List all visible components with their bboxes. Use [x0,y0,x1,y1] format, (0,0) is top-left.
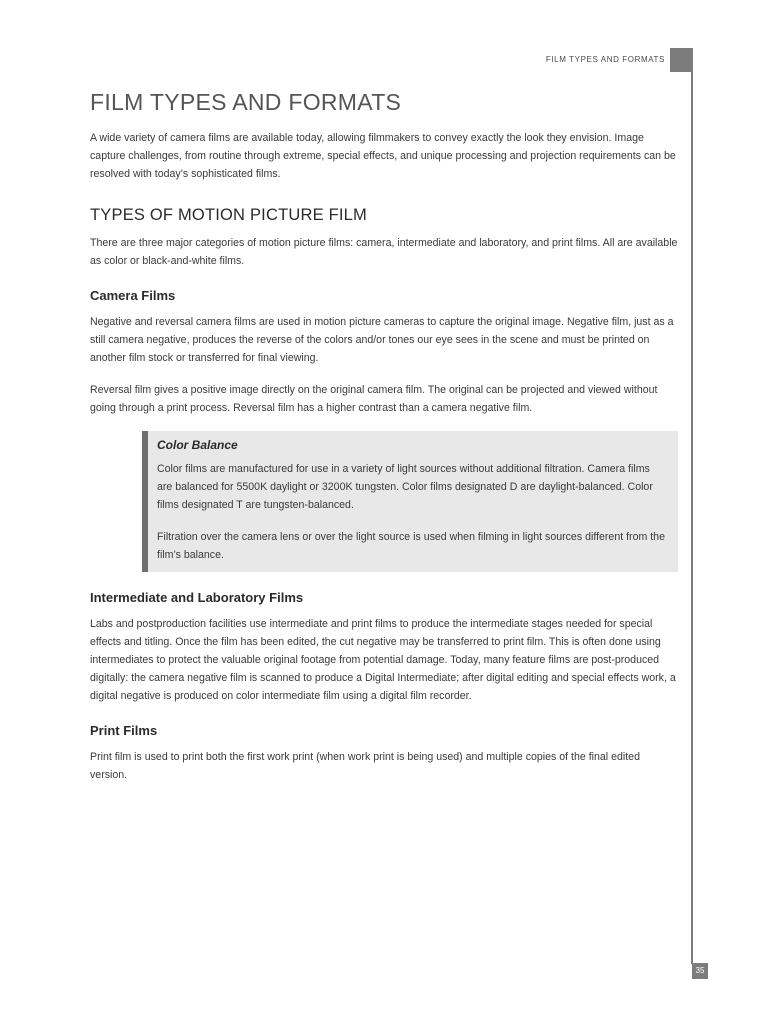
color-balance-callout [142,431,678,572]
margin-rule [691,70,693,964]
page-title: FILM TYPES AND FORMATS [90,89,402,115]
intermediate-films-paragraph: Labs and postproduction facilities use intermediate and print films to produce the intermediate stages needed for special effects and titling. Once the film has been edited, the cut negative may be transferred to print film. This is often done using intermediates to protect the valuable original footage from potential damage. Today, many feature films are post-produced digitally: the camera negative film is scanned to produce a Digital Intermediate; after digital editing and special effects work, a digital negative is produced on color intermediate film using a digital film recorder. [90,618,676,702]
print-films-paragraph: Print film is used to print both the first work print (when work print is being used) and multiple copies of the final edited version. [90,751,640,781]
header-tab-block [670,48,693,72]
intro-paragraph: A wide variety of camera films are available today, allowing filmmakers to convey exactly the look they envision. Image capture challenges, from routine through extreme, special effects, and unique processing and projection requirements can be resolved with today’s sophisticated films. [90,132,676,180]
callout-paragraph: Filtration over the camera lens or over the light source is used when filming in light sources different from the film’s balance. [157,531,665,561]
print-films-heading: Print Films [90,723,158,738]
main-content [90,88,678,798]
camera-films-paragraph: Reversal film gives a positive image directly on the original camera film. The original can be projected and viewed without going through a print process. Reversal film has a higher contrast than a camera negative film. [90,384,658,414]
page-number: 35 [692,963,708,979]
camera-films-paragraph: Negative and reversal camera films are used in motion picture cameras to capture the original image. Negative film, just as a still camera negative, produces the reverse of the colors and/or tones our eye sees in the scene and must be printed on another film stock or transferred for final viewing. [90,316,674,364]
camera-films-heading: Camera Films [90,288,176,303]
callout-paragraph: Color films are manufactured for use in a variety of light sources without additional filtration. Camera films are balanced for 5500K daylight or 3200K tungsten. Color films designated D are daylight-balanced. Color films designated T are tungsten-balanced. [157,463,653,511]
section-intro-paragraph: There are three major categories of motion picture films: camera, intermediate and laboratory, and print films. All are available as color or black-and-white films. [90,237,678,267]
intermediate-films-heading: Intermediate and Laboratory Films [90,590,304,605]
running-head: FILM TYPES AND FORMATS [545,55,665,64]
callout-heading: Color Balance [157,438,238,452]
section-heading: TYPES OF MOTION PICTURE FILM [90,206,367,224]
